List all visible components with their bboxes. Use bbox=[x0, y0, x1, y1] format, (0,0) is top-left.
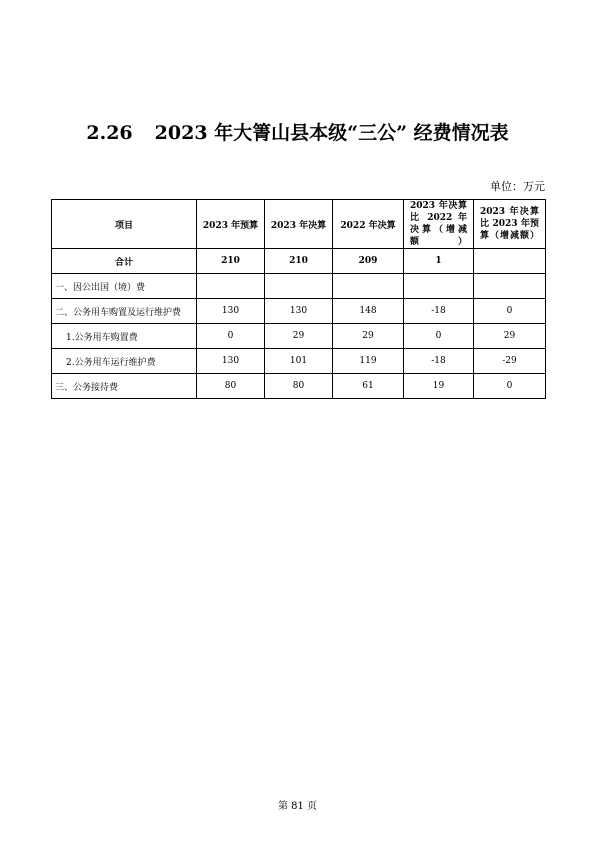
cell-diff-vs-budget: 0 bbox=[474, 299, 546, 324]
cell-budget-2023: 80 bbox=[197, 374, 265, 399]
title-text: 2023 年大箐山县本级“三公” 经费情况表 bbox=[154, 122, 509, 144]
cell-diff-vs-2022: -18 bbox=[404, 299, 474, 324]
cell-diff-vs-2022: -18 bbox=[404, 349, 474, 374]
cell-diff-vs-2022: 1 bbox=[404, 249, 474, 274]
cell-final-2022: 61 bbox=[333, 374, 404, 399]
cell-final-2023: 101 bbox=[265, 349, 333, 374]
header-final-2022: 2022 年决算 bbox=[333, 200, 404, 249]
expense-table bbox=[51, 199, 546, 399]
header-diff-vs-budget: 2023 年决算比 2023 年预算（增减额） bbox=[474, 200, 546, 249]
cell-budget-2023: 130 bbox=[197, 299, 265, 324]
cell-diff-vs-budget bbox=[474, 249, 546, 274]
header-diff-vs-2022: 2023 年决算比 2022 年决算（增减额） bbox=[404, 200, 474, 249]
footer-suffix: 页 bbox=[307, 801, 318, 812]
cell-final-2022: 119 bbox=[333, 349, 404, 374]
cell-diff-vs-budget bbox=[474, 274, 546, 299]
cell-diff-vs-budget: 0 bbox=[474, 374, 546, 399]
cell-item: 三、公务接待费 bbox=[52, 374, 197, 399]
page-footer bbox=[0, 800, 595, 814]
cell-budget-2023: 0 bbox=[197, 324, 265, 349]
page-title bbox=[0, 118, 595, 148]
table-row-total bbox=[52, 249, 546, 274]
header-final-2023: 2023 年决算 bbox=[265, 200, 333, 249]
cell-item: 1.公务用车购置费 bbox=[52, 324, 197, 349]
table-row bbox=[52, 274, 546, 299]
cell-final-2022: 209 bbox=[333, 249, 404, 274]
cell-final-2023 bbox=[265, 274, 333, 299]
cell-diff-vs-2022 bbox=[404, 274, 474, 299]
cell-item: 一、因公出国（境）费 bbox=[52, 274, 197, 299]
header-budget-2023: 2023 年预算 bbox=[197, 200, 265, 249]
cell-item: 合计 bbox=[52, 249, 197, 274]
cell-budget-2023: 210 bbox=[197, 249, 265, 274]
header-row bbox=[52, 200, 546, 249]
cell-final-2023: 210 bbox=[265, 249, 333, 274]
table-row bbox=[52, 299, 546, 324]
cell-final-2023: 29 bbox=[265, 324, 333, 349]
cell-budget-2023 bbox=[197, 274, 265, 299]
cell-item: 二、公务用车购置及运行维护费 bbox=[52, 299, 197, 324]
cell-final-2022 bbox=[333, 274, 404, 299]
table-row bbox=[52, 324, 546, 349]
cell-item: 2.公务用车运行维护费 bbox=[52, 349, 197, 374]
cell-diff-vs-2022: 0 bbox=[404, 324, 474, 349]
cell-diff-vs-budget: -29 bbox=[474, 349, 546, 374]
cell-final-2023: 130 bbox=[265, 299, 333, 324]
cell-final-2022: 148 bbox=[333, 299, 404, 324]
cell-budget-2023: 130 bbox=[197, 349, 265, 374]
cell-diff-vs-budget: 29 bbox=[474, 324, 546, 349]
unit-label: 单位：万元 bbox=[490, 180, 545, 193]
footer-prefix: 第 bbox=[277, 801, 288, 812]
header-item: 项目 bbox=[52, 200, 197, 249]
title-number: 2.26 bbox=[86, 122, 133, 144]
cell-diff-vs-2022: 19 bbox=[404, 374, 474, 399]
cell-final-2022: 29 bbox=[333, 324, 404, 349]
table-row bbox=[52, 374, 546, 399]
page-number: 81 bbox=[291, 801, 304, 812]
table-row bbox=[52, 349, 546, 374]
cell-final-2023: 80 bbox=[265, 374, 333, 399]
